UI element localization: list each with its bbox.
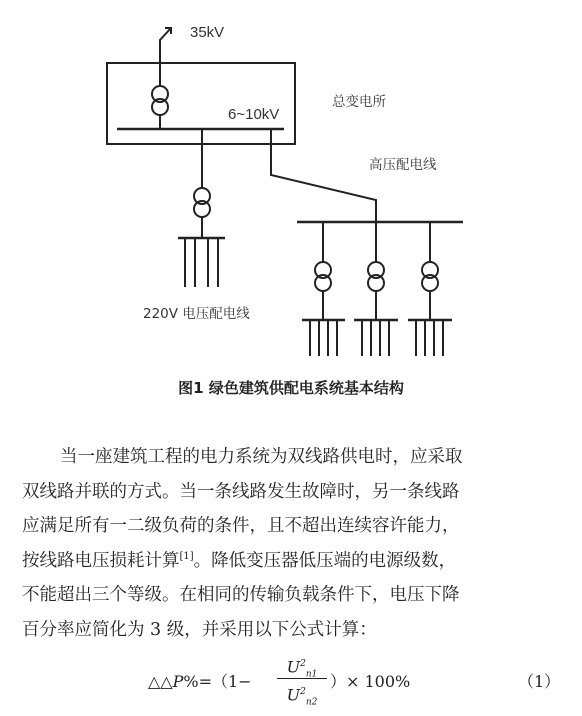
formula-numerator — [277, 652, 327, 680]
formula-fraction — [277, 652, 327, 708]
fraction-bar — [277, 678, 327, 679]
den-base: U — [286, 685, 301, 705]
body-line: 百分率应简化为 3 级，并采用以下公式计算： — [22, 619, 377, 640]
num-sup: 2 — [300, 659, 306, 669]
body-line-part: 按线路电压损耗计算 — [22, 550, 180, 571]
num-base: U — [286, 657, 301, 677]
body-line-part: 。降低变压器低压端的电源级数， — [193, 550, 457, 571]
num-sub: n1 — [305, 669, 318, 680]
formula-denominator — [277, 680, 327, 708]
label-6-10kv: 6~10kV — [228, 106, 280, 123]
body-line: 应满足所有一二级负荷的条件，且不超出连续容许能力， — [22, 516, 460, 536]
formula-delta: △△ — [148, 672, 173, 691]
den-sub: n2 — [305, 697, 318, 708]
label-hv-line: 高压配电线 — [369, 157, 437, 173]
body-line: 双线路并联的方式。当一条线路发生故障时，另一条线路 — [22, 481, 460, 502]
figure-caption: 图1 绿色建筑供配电系统基本结构 — [178, 379, 404, 397]
den-sup: 2 — [300, 687, 306, 697]
formula-right: ）× 100% — [330, 672, 411, 691]
hv-distribution-line — [271, 129, 376, 222]
body-line: 当一座建筑工程的电力系统为双线路供电时，应采取 — [60, 447, 463, 467]
incoming-35kv-line — [160, 28, 171, 76]
formula-number: （1） — [518, 672, 561, 691]
formula-1 — [0, 652, 582, 708]
label-substation: 总变电所 — [332, 94, 386, 110]
body-paragraph — [22, 440, 562, 647]
formula-left-rest: %=（1− — [183, 672, 252, 691]
body-line — [22, 544, 562, 579]
label-220v: 220V 电压配电线 — [143, 306, 250, 322]
formula-var: P — [172, 672, 184, 691]
body-line: 不能超出三个等级。在相同的传输负载条件下，电压下降 — [22, 585, 460, 605]
citation-ref: [1] — [179, 550, 194, 562]
formula-left — [148, 669, 252, 692]
label-35kv: 35kV — [190, 24, 225, 41]
